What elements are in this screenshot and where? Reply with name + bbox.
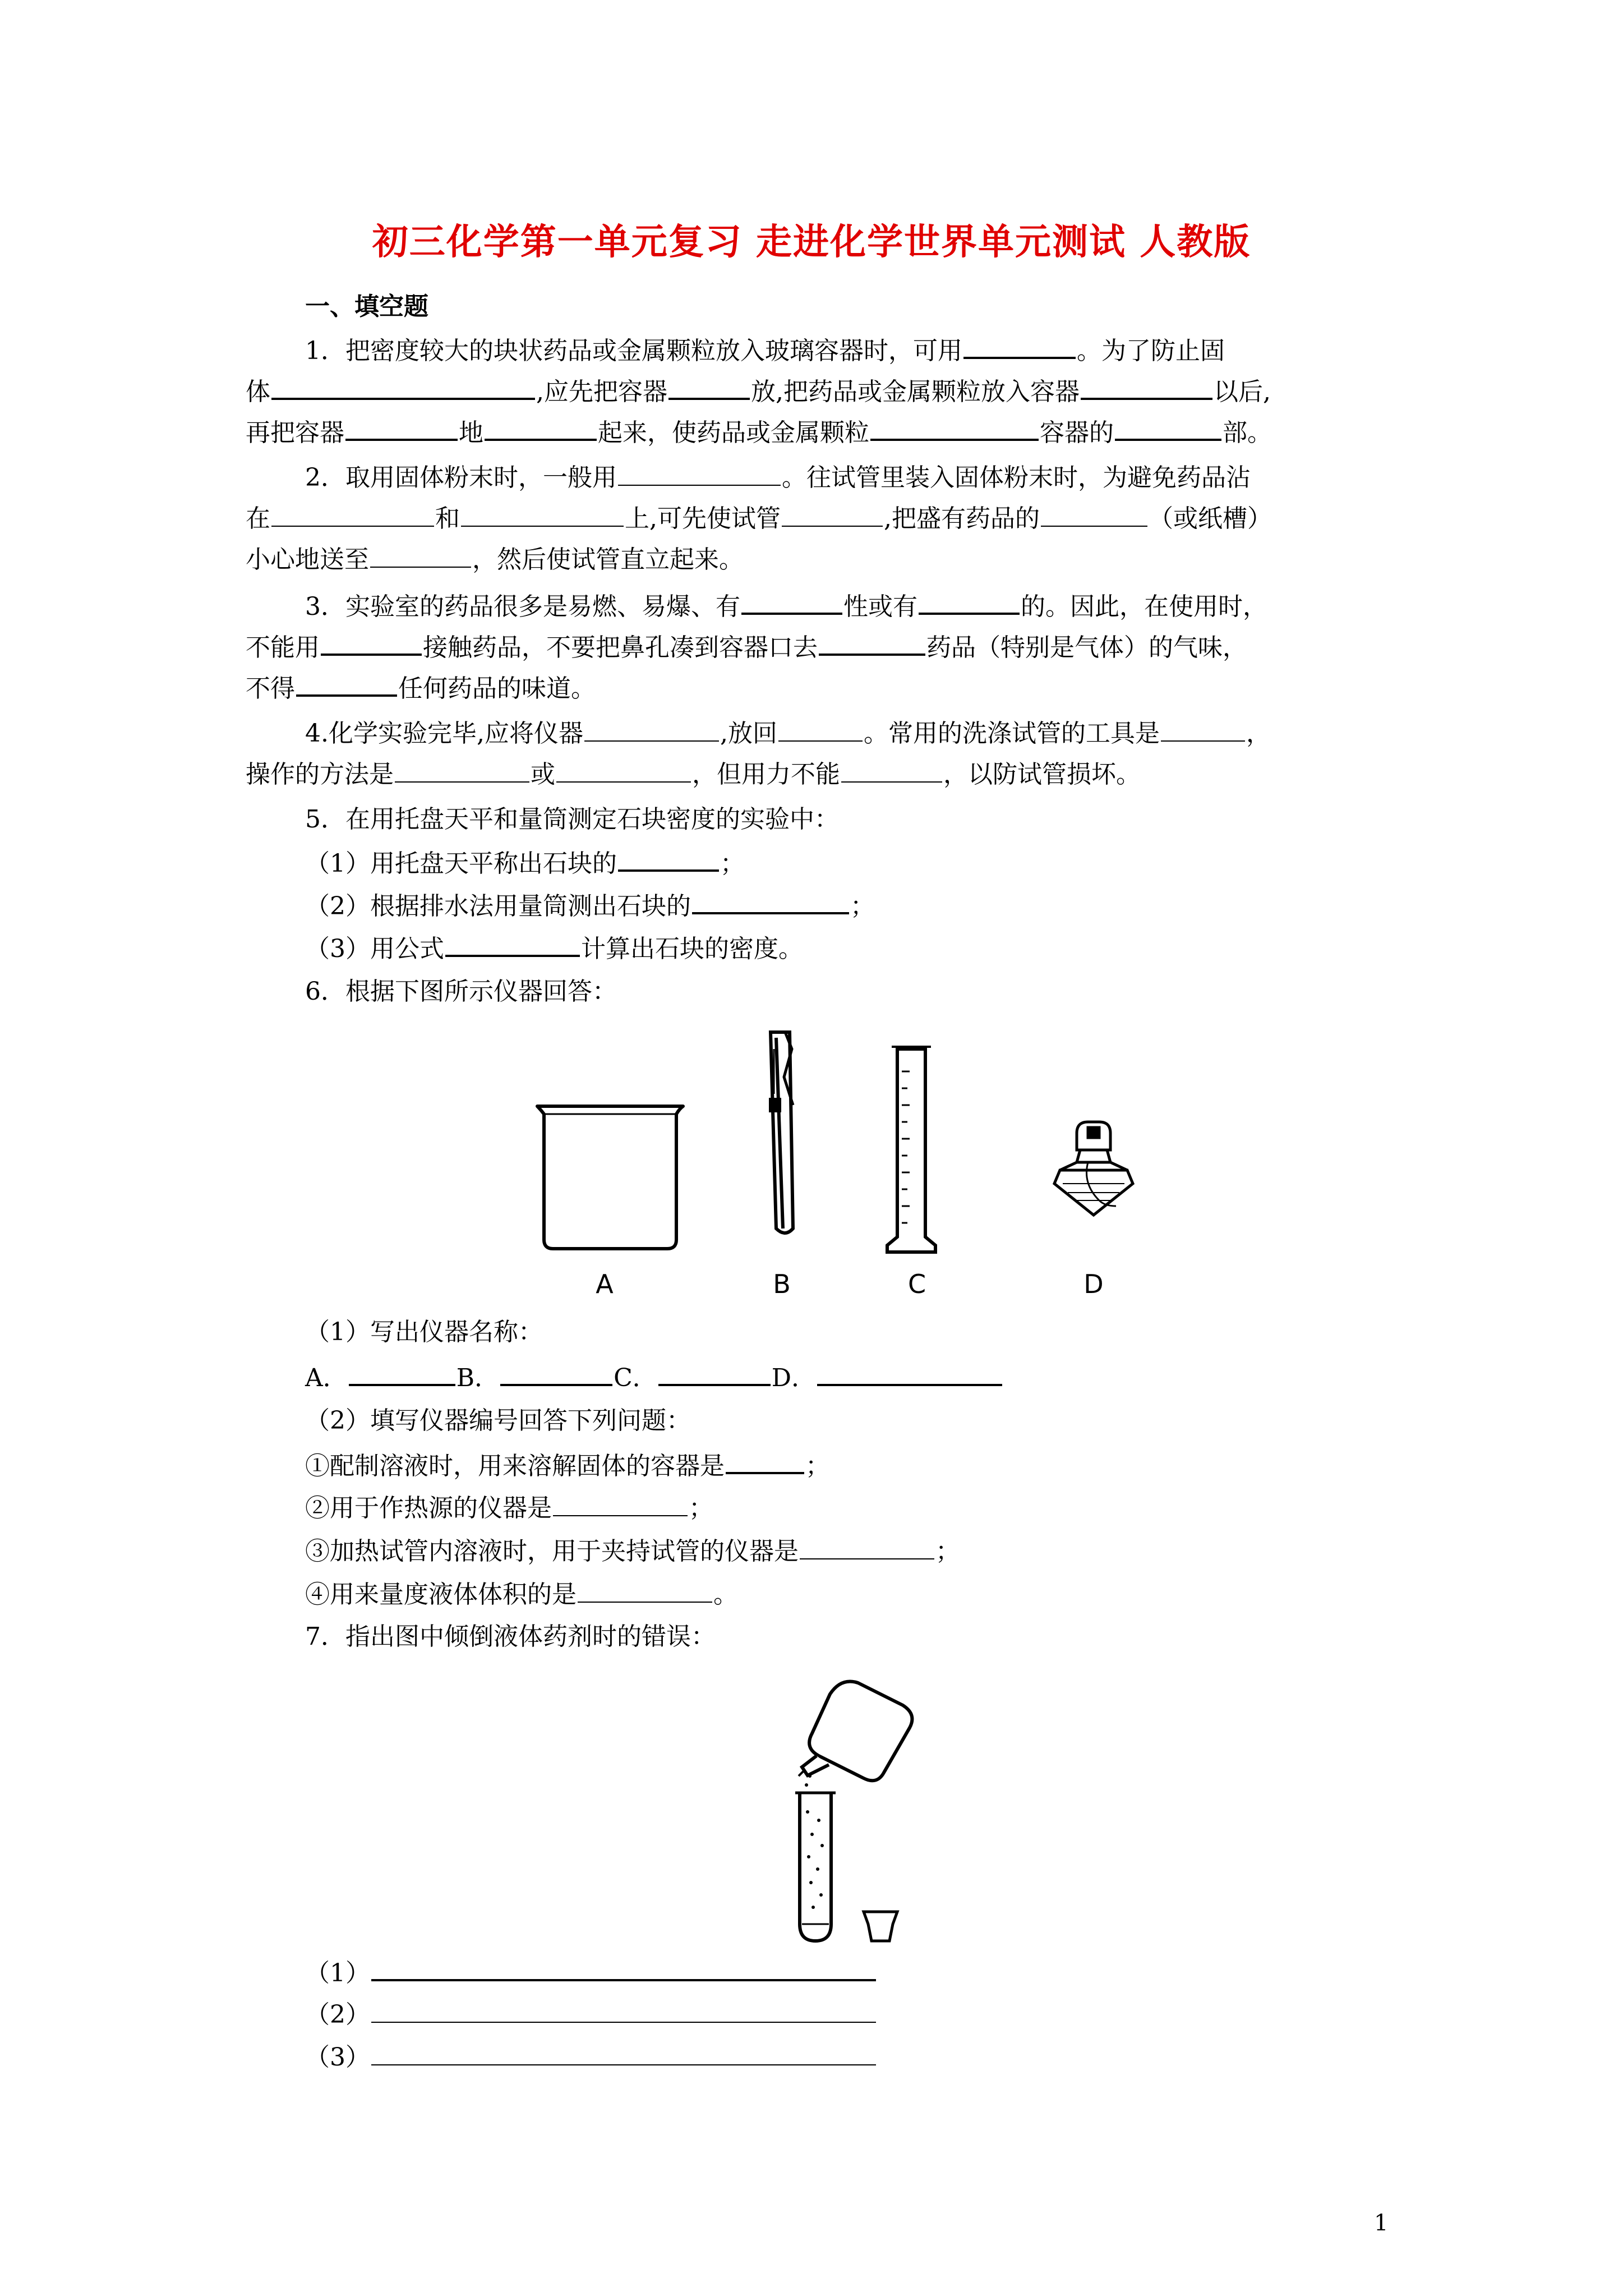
q6-text: ； bbox=[935, 1537, 960, 1566]
label-a: A bbox=[596, 1269, 614, 1299]
graduated-cylinder-drawing bbox=[887, 1047, 935, 1252]
q7-stem: 7．指出图中倾倒液体药剂时的错误： bbox=[305, 1622, 716, 1651]
q1-text: 部。 bbox=[1223, 418, 1272, 447]
blank[interactable] bbox=[556, 757, 691, 783]
blank[interactable] bbox=[919, 588, 1020, 615]
q3-text: 不得 bbox=[246, 674, 295, 703]
q3-text: 任何药品的味道。 bbox=[398, 674, 596, 703]
blank[interactable] bbox=[692, 887, 849, 914]
q1-text: 1．把密度较大的块状药品或金属颗粒放入玻璃容器时，可用 bbox=[305, 337, 962, 365]
blank[interactable] bbox=[345, 414, 458, 441]
q5-text: （1）用托盘天平称出石块的 bbox=[305, 849, 617, 878]
blank[interactable] bbox=[817, 1359, 1002, 1386]
reagent-bottle-drawing bbox=[799, 1682, 912, 1781]
q6-text: ④用来量度液体体积的是 bbox=[305, 1580, 577, 1609]
q4-text: 或 bbox=[531, 760, 555, 789]
label-c: C bbox=[907, 1269, 926, 1299]
blank[interactable] bbox=[371, 2040, 876, 2065]
blank[interactable] bbox=[1115, 414, 1221, 441]
blank[interactable] bbox=[445, 930, 580, 957]
q5-text: 计算出石块的密度。 bbox=[581, 935, 803, 963]
q7-label: （2） bbox=[305, 2000, 370, 2029]
blank[interactable] bbox=[584, 716, 719, 742]
blank[interactable] bbox=[578, 1577, 712, 1603]
q5-sub2 bbox=[305, 887, 1449, 923]
q6-stem: 6．根据下图所示仪器回答： bbox=[305, 977, 617, 1006]
q5-sub3 bbox=[305, 930, 1449, 966]
q3-text: 接触药品，不要把鼻孔凑到容器口去 bbox=[423, 633, 818, 662]
q5-text: （2）根据排水法用量筒测出石块的 bbox=[305, 892, 691, 921]
q3-line3 bbox=[246, 670, 1390, 706]
q3-text: 药品（特别是气体）的气味， bbox=[926, 633, 1247, 662]
blank[interactable] bbox=[271, 373, 535, 400]
blank[interactable] bbox=[1041, 501, 1147, 527]
alcohol-lamp-drawing bbox=[1054, 1122, 1133, 1215]
q2-text: 在 bbox=[246, 504, 270, 533]
q1-text: 容器的 bbox=[1040, 418, 1114, 447]
q2-text: 和 bbox=[435, 504, 460, 533]
q6-sub2: （2）填写仪器编号回答下列问题： bbox=[305, 1406, 691, 1435]
q2-text: ,把盛有药品的 bbox=[884, 504, 1040, 533]
q2-text: 小心地送至 bbox=[246, 545, 369, 574]
q2-line3 bbox=[246, 542, 1390, 577]
q6-item3 bbox=[305, 1534, 1449, 1568]
q2-text: 2．取用固体粉末时，一般用 bbox=[305, 463, 617, 492]
instruments-figure bbox=[505, 1015, 1178, 1307]
blank[interactable] bbox=[618, 460, 781, 486]
q1-text: 以后, bbox=[1214, 378, 1271, 406]
blank[interactable] bbox=[461, 501, 624, 527]
blank[interactable] bbox=[1161, 716, 1245, 742]
q2-line2 bbox=[246, 501, 1390, 536]
q5-text: ； bbox=[850, 892, 875, 921]
q1-text: 放,把药品或金属颗粒放入容器 bbox=[751, 378, 1080, 406]
q6-text: ③加热试管内溶液时，用于夹持试管的仪器是 bbox=[305, 1537, 799, 1566]
page-title: 初三化学第一单元复习 走进化学世界单元测试 人教版 bbox=[372, 221, 1251, 263]
name-b-label: B． bbox=[456, 1364, 500, 1392]
q1-text: 体 bbox=[246, 378, 270, 406]
blank[interactable] bbox=[782, 501, 883, 527]
blank[interactable] bbox=[485, 414, 597, 441]
blank[interactable] bbox=[321, 629, 422, 656]
test-tube-holder-drawing bbox=[771, 1032, 793, 1233]
q1-text: 地 bbox=[459, 418, 483, 447]
blank[interactable] bbox=[726, 1447, 804, 1474]
q4-text: 操作的方法是 bbox=[246, 760, 394, 789]
name-a-label: A． bbox=[305, 1364, 348, 1392]
q4-text: ，以防试管损坏。 bbox=[943, 760, 1141, 789]
q2-text: ，然后使试管直立起来。 bbox=[472, 545, 744, 574]
q3-line1 bbox=[305, 588, 1449, 624]
q2-text: 上,可先使试管 bbox=[625, 504, 781, 533]
pouring-figure bbox=[763, 1660, 953, 1952]
q6-text: ； bbox=[805, 1452, 830, 1480]
beaker-drawing bbox=[537, 1106, 683, 1249]
blank[interactable] bbox=[800, 1534, 934, 1559]
q3-text: 3．实验室的药品很多是易燃、易爆、有 bbox=[305, 592, 740, 621]
test-tube-drawing bbox=[795, 1774, 836, 1941]
blank[interactable] bbox=[500, 1359, 612, 1386]
q6-text: ； bbox=[689, 1494, 713, 1522]
label-b: B bbox=[773, 1269, 791, 1299]
blank[interactable] bbox=[658, 1359, 771, 1386]
q1-line3 bbox=[246, 414, 1390, 450]
q4-text: 4.化学实验完毕,应将仪器 bbox=[305, 719, 583, 748]
page-number: 1 bbox=[1374, 2210, 1389, 2236]
blank[interactable] bbox=[370, 542, 471, 568]
q6-item1 bbox=[305, 1447, 1449, 1483]
bottle-stopper-drawing bbox=[864, 1912, 897, 1941]
q6-text: ②用于作热源的仪器是 bbox=[305, 1494, 552, 1522]
q4-text: 。常用的洗涤试管的工具是 bbox=[863, 719, 1160, 748]
q7-item2 bbox=[305, 1997, 1449, 2032]
q6-item4 bbox=[305, 1577, 1449, 1612]
blank[interactable] bbox=[618, 845, 719, 872]
q6-names-line bbox=[305, 1359, 1449, 1395]
q7-label: （3） bbox=[305, 2043, 370, 2072]
q1-text: 。为了防止固 bbox=[1077, 337, 1225, 365]
q2-text: （或纸槽） bbox=[1149, 504, 1272, 533]
q6-sub1: （1）写出仪器名称： bbox=[305, 1318, 543, 1346]
q6-text: 。 bbox=[713, 1580, 738, 1609]
q5-sub1 bbox=[305, 845, 1449, 881]
blank[interactable] bbox=[668, 373, 750, 400]
blank[interactable] bbox=[395, 757, 529, 783]
blank[interactable] bbox=[963, 332, 1076, 359]
blank[interactable] bbox=[296, 670, 397, 697]
q5-stem: 5．在用托盘天平和量筒测定石块密度的实验中： bbox=[305, 805, 839, 834]
blank[interactable] bbox=[271, 501, 434, 527]
q1-line2 bbox=[246, 373, 1390, 409]
q6-item2 bbox=[305, 1490, 1449, 1525]
q4-text: ,放回 bbox=[720, 719, 777, 748]
q5-text: ； bbox=[720, 849, 745, 878]
blank[interactable] bbox=[841, 757, 942, 783]
q7-item3 bbox=[305, 2040, 1449, 2074]
q4-text: ， bbox=[1246, 719, 1271, 748]
q4-line2 bbox=[246, 757, 1390, 792]
q1-text: 起来，使药品或金属颗粒 bbox=[598, 418, 869, 447]
q4-text: ，但用力不能 bbox=[692, 760, 840, 789]
blank[interactable] bbox=[819, 629, 925, 656]
q3-text: 不能用 bbox=[246, 633, 320, 662]
q2-line1 bbox=[305, 460, 1449, 495]
q4-line1 bbox=[305, 716, 1449, 751]
section-heading: 一、填空题 bbox=[305, 292, 428, 321]
blank[interactable] bbox=[870, 414, 1039, 441]
q6-text: ①配制溶液时，用来溶解固体的容器是 bbox=[305, 1452, 725, 1480]
blank[interactable] bbox=[1081, 373, 1212, 400]
q5-text: （3）用公式 bbox=[305, 935, 444, 963]
q3-line2 bbox=[246, 629, 1390, 665]
blank[interactable] bbox=[349, 1359, 455, 1386]
q7-label: （1） bbox=[305, 1959, 370, 1987]
q1-line1 bbox=[305, 332, 1449, 368]
q3-text: 性或有 bbox=[843, 592, 917, 621]
name-d-label: D． bbox=[771, 1364, 817, 1392]
q1-text: ,应先把容器 bbox=[536, 378, 667, 406]
blank[interactable] bbox=[778, 716, 863, 742]
blank[interactable] bbox=[371, 1997, 876, 2023]
q2-text: 。往试管里装入固体粉末时，为避免药品沾 bbox=[782, 463, 1251, 492]
q1-text: 再把容器 bbox=[246, 418, 344, 447]
blank[interactable] bbox=[741, 588, 842, 615]
q3-text: 的。因此，在使用时， bbox=[1021, 592, 1267, 621]
name-c-label: C． bbox=[614, 1364, 657, 1392]
blank[interactable] bbox=[553, 1490, 688, 1516]
label-d: D bbox=[1083, 1269, 1104, 1299]
blank[interactable] bbox=[371, 1954, 876, 1981]
q7-item1 bbox=[305, 1954, 1449, 1990]
